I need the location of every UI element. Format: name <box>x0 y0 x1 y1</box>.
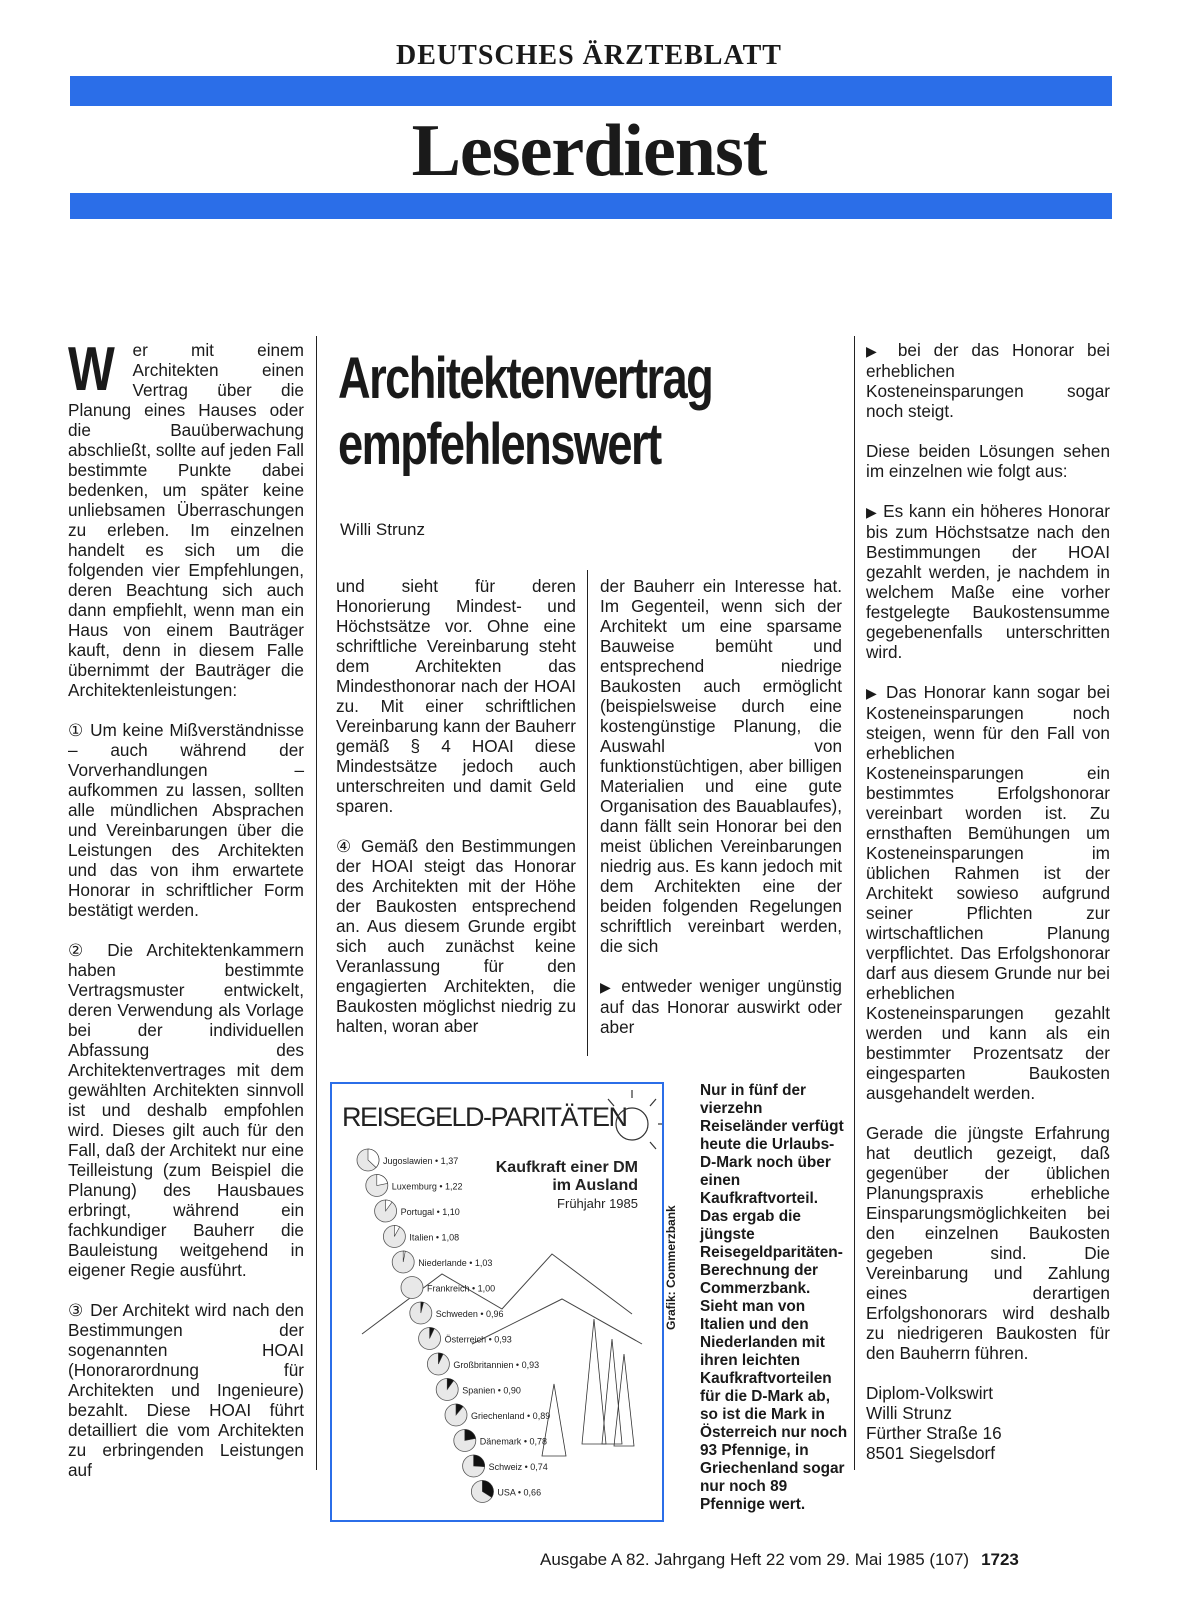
chart-mark <box>445 1404 550 1426</box>
col1-paragraph-2: ① Um keine Mißverständnisse – auch während der Vorverhandlungen – aufkommen zu lassen, sollten alle mündlichen Absprachen und Vereinbarungen über die Leistungen des Architekten und das von ihm erwartete Honorar in schriftlicher Form bestätigt werden. <box>68 720 304 920</box>
issue-info: Ausgabe A 82. Jahrgang Heft 22 vom 29. Mai 1985 (107) <box>540 1550 970 1569</box>
page-footer <box>540 1550 1019 1570</box>
article-author: Willi Strunz <box>340 520 426 539</box>
chart-mark <box>427 1353 539 1375</box>
author-signature: Diplom-Volkswirt Willi Strunz Fürther Straße 16 8501 Siegelsdorf <box>866 1383 1002 1463</box>
chart-mark <box>410 1302 504 1324</box>
chart-label: USA • 0,66 <box>497 1487 542 1498</box>
chart-mark <box>471 1481 541 1503</box>
chart-label: Italien • 1,08 <box>409 1232 460 1243</box>
chart-label: Spanien • 0,90 <box>462 1385 521 1396</box>
triangle-bullet-icon: ▶ <box>866 343 885 359</box>
chart-mark <box>357 1149 458 1171</box>
chart-label: Schweiz • 0,74 <box>488 1462 548 1472</box>
accent-band-top <box>70 76 1112 106</box>
article-column-1 <box>68 335 304 1500</box>
column-rule-2 <box>587 570 588 1056</box>
chart-mark <box>463 1455 548 1477</box>
column-rule-1 <box>316 336 317 1470</box>
chart-label: Griechenland • 0,89 <box>471 1411 551 1421</box>
graphic-subtitle-1: Kaufkraft einer DM <box>495 1159 638 1176</box>
chart-mark <box>454 1430 547 1452</box>
col2-paragraph-1: und sieht für deren Honorierung Mindest- und Höchstsätze vor. Ohne eine schriftliche Vereinbarung steht dem Architekten das Mindesthonorar nach der HOAI zu. Mit einer schriftlichen Vereinbarung kann der Bauherr gemäß § 4 HOAI diese Mindestsätze jedoch auch unterschreiten und damit Geld sparen. <box>336 576 576 816</box>
article-column-3 <box>600 576 842 1057</box>
col4-paragraph-4: Das Honorar kann sogar bei Kosteneinsparungen noch steigen, wenn für den Fall von erheblichen Kosteneinsparungen ein bestimmtes Erfolgshonorar vereinbart worden ist. Zu ernsthaften Bemühungen um Kosteneinsparungen im üblichen Rahmen ist der Architekt sowieso aufgrund seiner Pflichten zur wirtschaftlichen Planung verpflichtet. Das Erfolgshonorar darf aus diesem Grunde nur bei erheblichen Kosteneinsparungen gezahlt werden und kann als ein bestimmter Prozentsatz der eingesparten Baukosten ausgehandelt werden. <box>866 682 1110 1103</box>
chart-label: Portugal • 1,10 <box>400 1207 460 1217</box>
graphic-subtitle-3: Frühjahr 1985 <box>557 1196 638 1211</box>
chart-label: Niederlande • 1,03 <box>418 1258 493 1268</box>
chart-label: Schweden • 0,96 <box>435 1309 504 1319</box>
graphic-subtitle-2: im Ausland <box>552 1177 638 1194</box>
reisegeld-graphic <box>330 1082 664 1522</box>
triangle-bullet-icon: ▶ <box>600 979 614 995</box>
col1-paragraph-4: ③ Der Architekt wird nach den Bestimmungen der sogenannten HOAI (Honorarordnung für Architekten und Ingenieure) bezahlt. Diese HOAI führt detailliert die vom Architekten zu erbringenden Leistungen auf <box>68 1300 304 1480</box>
page-number: 1723 <box>981 1550 1019 1569</box>
chart-mark <box>436 1379 521 1401</box>
col4-paragraph-1: bei der das Honorar bei erheblichen Kosteneinsparungen sogar noch steigt. <box>866 340 1110 421</box>
chart-label: Dänemark • 0,78 <box>479 1436 547 1447</box>
triangle-bullet-icon: ▶ <box>866 504 878 520</box>
publication-masthead: DEUTSCHES ÄRZTEBLATT <box>396 40 782 71</box>
section-title: Leserdienst <box>411 110 767 192</box>
graphic-caption: Nur in fünf der vierzehn Reiseländer verfügt heute die Urlaubs-D-Mark noch über einen Kaufkraftvorteil. Das ergab die jüngste Reisegeldparitäten-Berechnung der Commerzbank. Sieht man von Italien und den Niederlanden mit ihren leichten Kaufkraftvorteilen für die D-Mark ab, so ist die Mark in Österreich nur noch 93 Pfennige, in Griechenland sogar nur noch 89 Pfennige wert. <box>700 1082 848 1513</box>
col1-paragraph-1: er mit einem Architekten einen Vertrag über die Planung eines Hauses oder die Bauüberwachung abschließt, sollte auf jeden Fall bestimmte Punkte dabei bedenken, um später keine unliebsamen Überraschungen zu erleben. Im einzelnen handelt es sich um die folgenden vier Empfehlungen, deren Beachtung sich auch dann empfiehlt, wenn man ein Haus von einem Bauträger kauft, denn in diesem Falle übernimmt der Bauträger die Architektenleistungen: <box>68 340 304 700</box>
col4-paragraph-2: Diese beiden Lösungen sehen im einzelnen wie folgt aus: <box>866 441 1110 481</box>
sun-icon <box>608 1090 662 1149</box>
purchasing-power-chart <box>332 1084 662 1520</box>
chart-mark <box>366 1175 463 1197</box>
accent-band-bottom <box>70 193 1112 219</box>
col2-paragraph-2: ④ Gemäß den Bestimmungen der HOAI steigt das Honorar des Architekten mit der Höhe der Baukosten entsprechend an. Aus diesem Grunde ergibt sich auch zunächst keine Veranlassung für den engagierten Architekten, die Baukosten möglichst niedrig zu halten, woran aber <box>336 836 576 1036</box>
chart-label: Österreich • 0,93 <box>444 1334 512 1345</box>
article-column-4 <box>866 340 1110 1463</box>
col4-paragraph-5: Gerade die jüngste Erfahrung hat deutlich gezeigt, daß gegenüber der üblichen Planungspraxis erhebliche Einsparungsmöglichkeiten bei den einzelnen Baukosten gegeben sind. Die Vereinbarung und Zahlung eines derartigen Erfolgshonorars wird deshalb zu niedrigeren Baukosten für den Bauherrn führen. <box>866 1123 1110 1363</box>
article-column-2 <box>336 576 576 1056</box>
column-rule-3 <box>854 336 855 1470</box>
chart-label: Jugoslawien • 1,37 <box>383 1156 459 1166</box>
graphic-title: REISEGELD-PARITÄTEN <box>342 1102 627 1132</box>
tree-illustration <box>542 1319 634 1456</box>
graphic-credit: Grafik: Commerzbank <box>664 1205 678 1330</box>
dropcap: W <box>68 335 115 404</box>
chart-label: Frankreich • 1,00 <box>427 1283 496 1294</box>
chart-mark <box>375 1200 460 1222</box>
chart-label: Großbritannien • 0,93 <box>453 1360 540 1370</box>
article-headline: Architektenvertrag empfehlenswert <box>338 346 713 477</box>
col3-paragraph-1: der Bauherr ein Interesse hat. Im Gegenteil, wenn sich der Architekt um eine sparsame Bauweise bemüht und entsprechend niedrige Baukosten auch ermöglicht (beispielsweise durch eine kostengünstige Planung, die Auswahl von funktionstüchtigen, aber billigen Materialien und eine gute Organisation des Bauablaufes), dann fällt sein Honorar bei den meist üblichen Vereinbarungen niedrig aus. Es kann jedoch mit dem Architekten eine der beiden folgenden Regelungen schriftlich vereinbart werden, die sich <box>600 576 842 956</box>
chart-mark <box>401 1277 495 1299</box>
col1-paragraph-3: ② Die Architektenkammern haben bestimmte Vertragsmuster entwickelt, deren Verwendung als Vorlage bei der individuellen Abfassung des Architektenvertrages mit dem gewählten Architekten sinnvoll ist und deshalb empfohlen wird. Dieses gilt auch für den Fall, daß der Architekt nur eine Teilleistung (zum Beispiel die Planung) des Hausbaues erbringt, während ein fachkundiger Bauherr die Bauleistung weitgehend in eigener Regie ausführt. <box>68 940 304 1280</box>
chart-label: Luxemburg • 1,22 <box>391 1181 463 1192</box>
chart-mark <box>392 1251 492 1273</box>
col4-paragraph-3: Es kann ein höheres Honorar bis zum Höchstsatze nach den Bestimmungen der HOAI gezahlt werden, je nachdem in welchem Maße eine vorher festgelegte Baukostensumme gegebenenfalls unterschritten wird. <box>866 501 1110 662</box>
col3-paragraph-2: entweder weniger ungünstig auf das Honorar auswirkt oder aber <box>600 976 842 1037</box>
chart-mark <box>383 1226 459 1248</box>
triangle-bullet-icon: ▶ <box>866 685 880 701</box>
